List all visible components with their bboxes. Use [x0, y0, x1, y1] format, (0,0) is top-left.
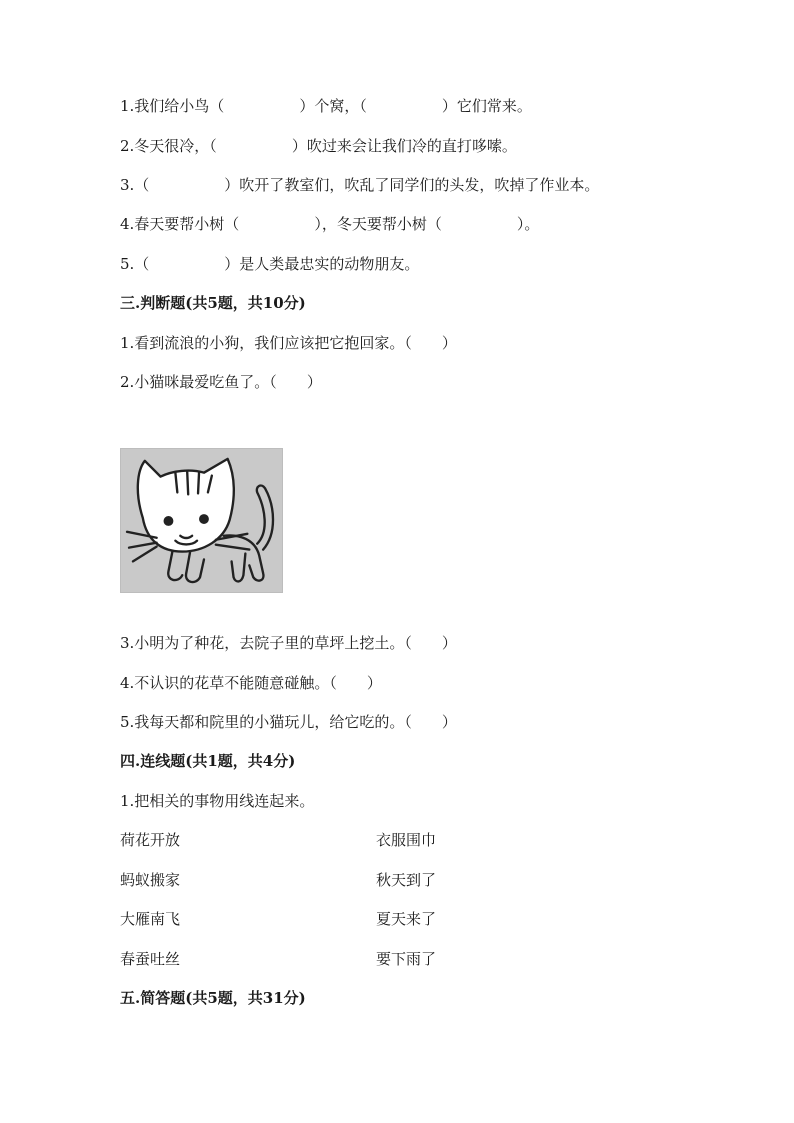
judgement-q5: 5.我每天都和院里的小猫玩儿，给它吃的。（ ） — [120, 713, 457, 731]
section-title-matching: 四.连线题(共1题，共4分) — [120, 752, 296, 770]
fill-blank-q1: 1.我们给小鸟（ ）个窝，（ ）它们常来。 — [120, 97, 532, 115]
match-left-item: 春蚕吐丝 — [120, 950, 181, 968]
section-title-short-answer: 五.简答题(共5题，共31分) — [120, 989, 306, 1007]
match-left-item: 蚂蚁搬家 — [120, 871, 181, 889]
match-right-item: 秋天到了 — [376, 871, 437, 889]
matching-question: 1.把相关的事物用线连起来。 — [120, 792, 315, 810]
fill-blank-q5: 5.（ ）是人类最忠实的动物朋友。 — [120, 255, 420, 273]
match-right-item: 夏天来了 — [376, 910, 437, 928]
judgement-q2: 2.小猫咪最爱吃鱼了。（ ） — [120, 373, 322, 391]
fill-blank-q4: 4.春天要帮小树（ ），冬天要帮小树（ ）。 — [120, 215, 540, 233]
judgement-q4: 4.不认识的花草不能随意碰触。（ ） — [120, 674, 382, 692]
match-left-item: 大雁南飞 — [120, 910, 181, 928]
match-right-item: 衣服围巾 — [376, 831, 437, 849]
section-title-judgement: 三.判断题(共5题，共10分) — [120, 294, 306, 312]
cat-drawing-icon — [120, 448, 283, 593]
judgement-q1: 1.看到流浪的小狗，我们应该把它抱回家。（ ） — [120, 334, 457, 352]
match-right-item: 要下雨了 — [376, 950, 437, 968]
match-left-item: 荷花开放 — [120, 831, 181, 849]
fill-blank-q3: 3.（ ）吹开了教室们，吹乱了同学们的头发，吹掉了作业本。 — [120, 176, 600, 194]
judgement-q3: 3.小明为了种花，去院子里的草坪上挖土。（ ） — [120, 634, 457, 652]
fill-blank-q2: 2.冬天很冷，（ ）吹过来会让我们冷的直打哆嗦。 — [120, 137, 517, 155]
